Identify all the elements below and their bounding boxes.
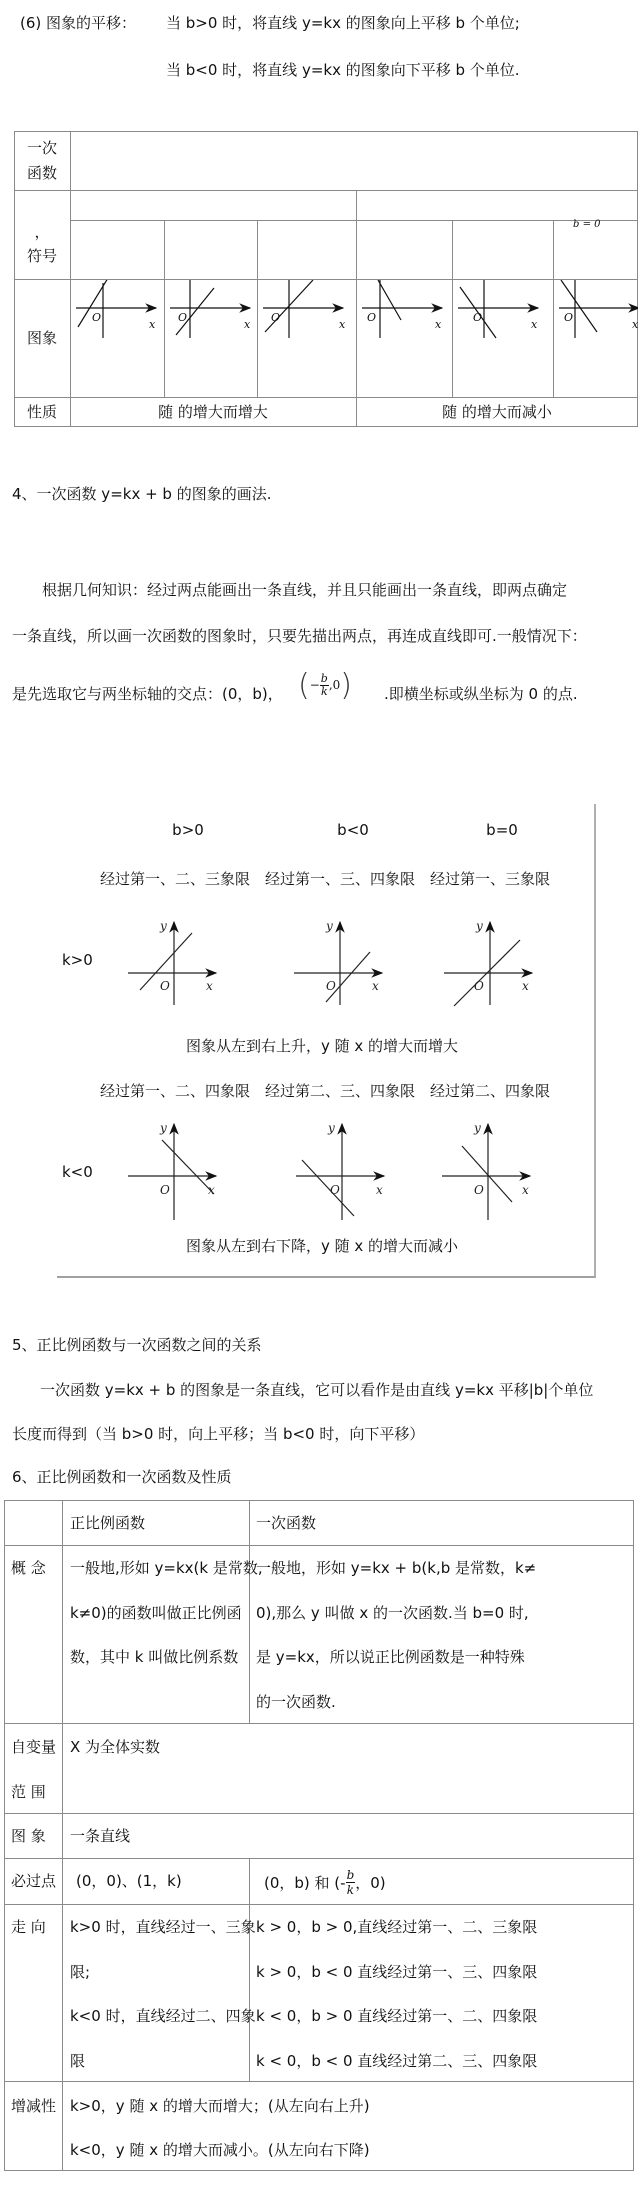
label-direction: 走 向 <box>11 1918 46 1936</box>
graph-kpos-bpos <box>76 280 156 338</box>
section-5-line-1: 一次函数 y=kx + b 的图象是一条直线，它可以看作是由直线 y=kx 平移|b|个单位 <box>40 1381 594 1399</box>
direction-proportional-3: k<0 时，直线经过二、四象 <box>70 2007 256 2025</box>
concept-linear-1: 一般地，形如 y=kx + b(k,b 是常数，k≠ <box>256 1559 537 1577</box>
svg-text:x: x <box>522 1183 529 1197</box>
kneg-quadrant-1: 经过第一、二、四象限 <box>100 1082 251 1100</box>
svg-text:x: x <box>149 318 156 331</box>
section-6-heading: 6、正比例函数和一次函数及性质 <box>12 1468 232 1486</box>
graph-kpos-bzero <box>263 280 343 338</box>
svg-text:O: O <box>92 311 102 324</box>
section-5-heading: 5、正比例函数与一次函数之间的关系 <box>12 1336 262 1354</box>
svg-text:O: O <box>474 979 484 993</box>
svg-text:y: y <box>326 919 333 933</box>
svg-text:y: y <box>160 919 167 933</box>
graph-kneg-bzero <box>559 280 638 338</box>
svg-text:O: O <box>474 1183 484 1197</box>
translation-line-2: 当 b<0 时，将直线 y=kx 的图象向下平移 b 个单位. <box>166 61 520 79</box>
label-monotonic: 增减性 <box>11 2097 57 2115</box>
concept-proportional-1: 一般地,形如 y=kx(k 是常数, <box>70 1559 263 1577</box>
graph-kneg-bpos-panel <box>128 1124 216 1220</box>
label-points: 必过点 <box>11 1872 57 1890</box>
kneg-summary: 图象从左到右下降，y 随 x 的增大而减小 <box>186 1237 459 1255</box>
property-increasing: 随 的增大而增大 <box>158 403 268 421</box>
section-4-para-line-3b: .即横坐标或纵坐标为 0 的点. <box>384 685 578 703</box>
concept-linear-4: 的一次函数. <box>256 1693 336 1711</box>
label-domain-2: 范 围 <box>11 1783 46 1801</box>
points-linear: (0，b) 和 (- $\frac{b}{k}$ ，0) <box>264 1867 386 1897</box>
kpos-label: k>0 <box>62 951 93 969</box>
graph-kneg-bpos <box>362 280 442 338</box>
graph-kpos-bneg-panel <box>294 922 382 1005</box>
points-proportional: (0，0)、(1，k) <box>76 1872 182 1890</box>
graph-kpos-bzero-panel <box>444 922 532 1006</box>
svg-text:O: O <box>160 979 170 993</box>
svg-text:y: y <box>474 1121 481 1135</box>
svg-text:x: x <box>339 318 346 331</box>
label-domain-1: 自变量 <box>11 1738 57 1756</box>
direction-linear-1: k > 0，b > 0,直线经过第一、二、三象限 <box>256 1918 538 1936</box>
direction-proportional-1: k>0 时，直线经过一、三象 <box>70 1918 256 1936</box>
svg-text:O: O <box>330 1183 340 1197</box>
table-graphs <box>70 280 638 397</box>
row-header-sign-1: ， <box>34 223 50 241</box>
intercept-fraction: ( − $\frac{b}{k}$ ,0 ) <box>298 667 352 703</box>
svg-text:O: O <box>326 979 336 993</box>
graph-kpos-bpos-panel <box>128 922 216 1005</box>
row-header-sign-2: 符号 <box>26 247 57 265</box>
svg-text:y: y <box>160 1121 167 1135</box>
kneg-graphs <box>120 1118 580 1228</box>
svg-text:x: x <box>208 1183 215 1197</box>
section-5-line-2: 长度而得到（当 b>0 时，向上平移；当 b<0 时，向下平移） <box>12 1425 425 1443</box>
monotonic-line-2: k<0，y 随 x 的增大而减小。(从左向右下降) <box>70 2141 370 2159</box>
direction-linear-4: k < 0，b < 0 直线经过第二、三、四象限 <box>256 2052 538 2070</box>
concept-proportional-2: k≠0)的函数叫做正比例函 <box>70 1604 242 1622</box>
row-header-property: 性质 <box>26 403 57 421</box>
svg-text:y: y <box>328 1121 335 1135</box>
concept-linear-3: 是 y=kx，所以说正比例函数是一种特殊 <box>256 1648 525 1666</box>
label-graph: 图 象 <box>11 1827 46 1845</box>
graph-kneg-bneg <box>458 280 538 338</box>
graph-kneg-bzero-panel <box>442 1124 530 1220</box>
section-4-para-line-1: 根据几何知识：经过两点能画出一条直线，并且只能画出一条直线，即两点确定 <box>42 581 568 599</box>
col-header-b-neg: b<0 <box>337 821 369 839</box>
section-4-para-line-3a: 是先选取它与两坐标轴的交点：(0，b)， <box>12 685 283 703</box>
domain-value: X 为全体实数 <box>70 1738 161 1756</box>
svg-text:x: x <box>206 979 213 993</box>
svg-text:O: O <box>271 311 281 324</box>
section-4-para-line-2: 一条直线，所以画一次函数的图象时，只要先描出两点，再连成直线即可.一般情况下： <box>12 627 587 645</box>
direction-proportional-2: 限; <box>70 1963 91 1981</box>
svg-text:O: O <box>367 311 377 324</box>
svg-text:x: x <box>522 979 529 993</box>
row-header-function-2: 函数 <box>26 164 57 182</box>
translation-line-1: 当 b>0 时，将直线 y=kx 的图象向上平移 b 个单位; <box>166 14 520 32</box>
svg-text:x: x <box>531 318 538 331</box>
kpos-quadrant-3: 经过第一、三象限 <box>430 870 551 888</box>
header-proportional: 正比例函数 <box>70 1514 146 1532</box>
direction-linear-3: k < 0，b > 0 直线经过第一、二、四象限 <box>256 2007 538 2025</box>
svg-text:O: O <box>564 311 574 324</box>
svg-text:O: O <box>160 1183 170 1197</box>
svg-text:x: x <box>376 1183 383 1197</box>
svg-text:x: x <box>244 318 251 331</box>
svg-text:O: O <box>178 311 188 324</box>
svg-text:x: x <box>372 979 379 993</box>
svg-text:x: x <box>435 318 442 331</box>
kneg-label: k<0 <box>62 1163 93 1181</box>
kneg-quadrant-2: 经过第二、三、四象限 <box>265 1082 416 1100</box>
b-zero-label: b = 0 <box>573 219 601 230</box>
concept-linear-2: 0),那么 y 叫做 x 的一次函数.当 b=0 时, <box>256 1604 529 1622</box>
header-linear: 一次函数 <box>256 1514 317 1532</box>
concept-proportional-3: 数，其中 k 叫做比例系数 <box>70 1648 239 1666</box>
direction-linear-2: k > 0，b < 0 直线经过第一、三、四象限 <box>256 1963 538 1981</box>
kneg-quadrant-3: 经过第二、四象限 <box>430 1082 551 1100</box>
row-header-function-1: 一次 <box>26 139 57 157</box>
kpos-summary: 图象从左到右上升，y 随 x 的增大而增大 <box>186 1037 459 1055</box>
svg-text:y: y <box>476 919 483 933</box>
direction-proportional-4: 限 <box>70 2052 86 2070</box>
property-decreasing: 随 的增大而减小 <box>442 403 552 421</box>
col-header-b-zero: b=0 <box>486 821 518 839</box>
graph-kneg-bneg-panel <box>296 1124 384 1220</box>
translation-label: (6) 图象的平移： <box>20 14 137 32</box>
kpos-quadrant-2: 经过第一、三、四象限 <box>265 870 416 888</box>
row-header-graph: 图象 <box>26 329 57 347</box>
monotonic-line-1: k>0，y 随 x 的增大而增大；(从左向右上升) <box>70 2097 370 2115</box>
svg-text:O: O <box>473 311 483 324</box>
graph-kpos-bneg <box>170 280 250 338</box>
kpos-graphs <box>120 900 580 1010</box>
kpos-quadrant-1: 经过第一、二、三象限 <box>100 870 251 888</box>
svg-text:x: x <box>632 318 638 331</box>
label-concept: 概 念 <box>11 1559 46 1577</box>
section-4-heading: 4、一次函数 y=kx + b 的图象的画法. <box>12 485 272 503</box>
col-header-b-pos: b>0 <box>172 821 204 839</box>
graph-value: 一条直线 <box>70 1827 131 1845</box>
